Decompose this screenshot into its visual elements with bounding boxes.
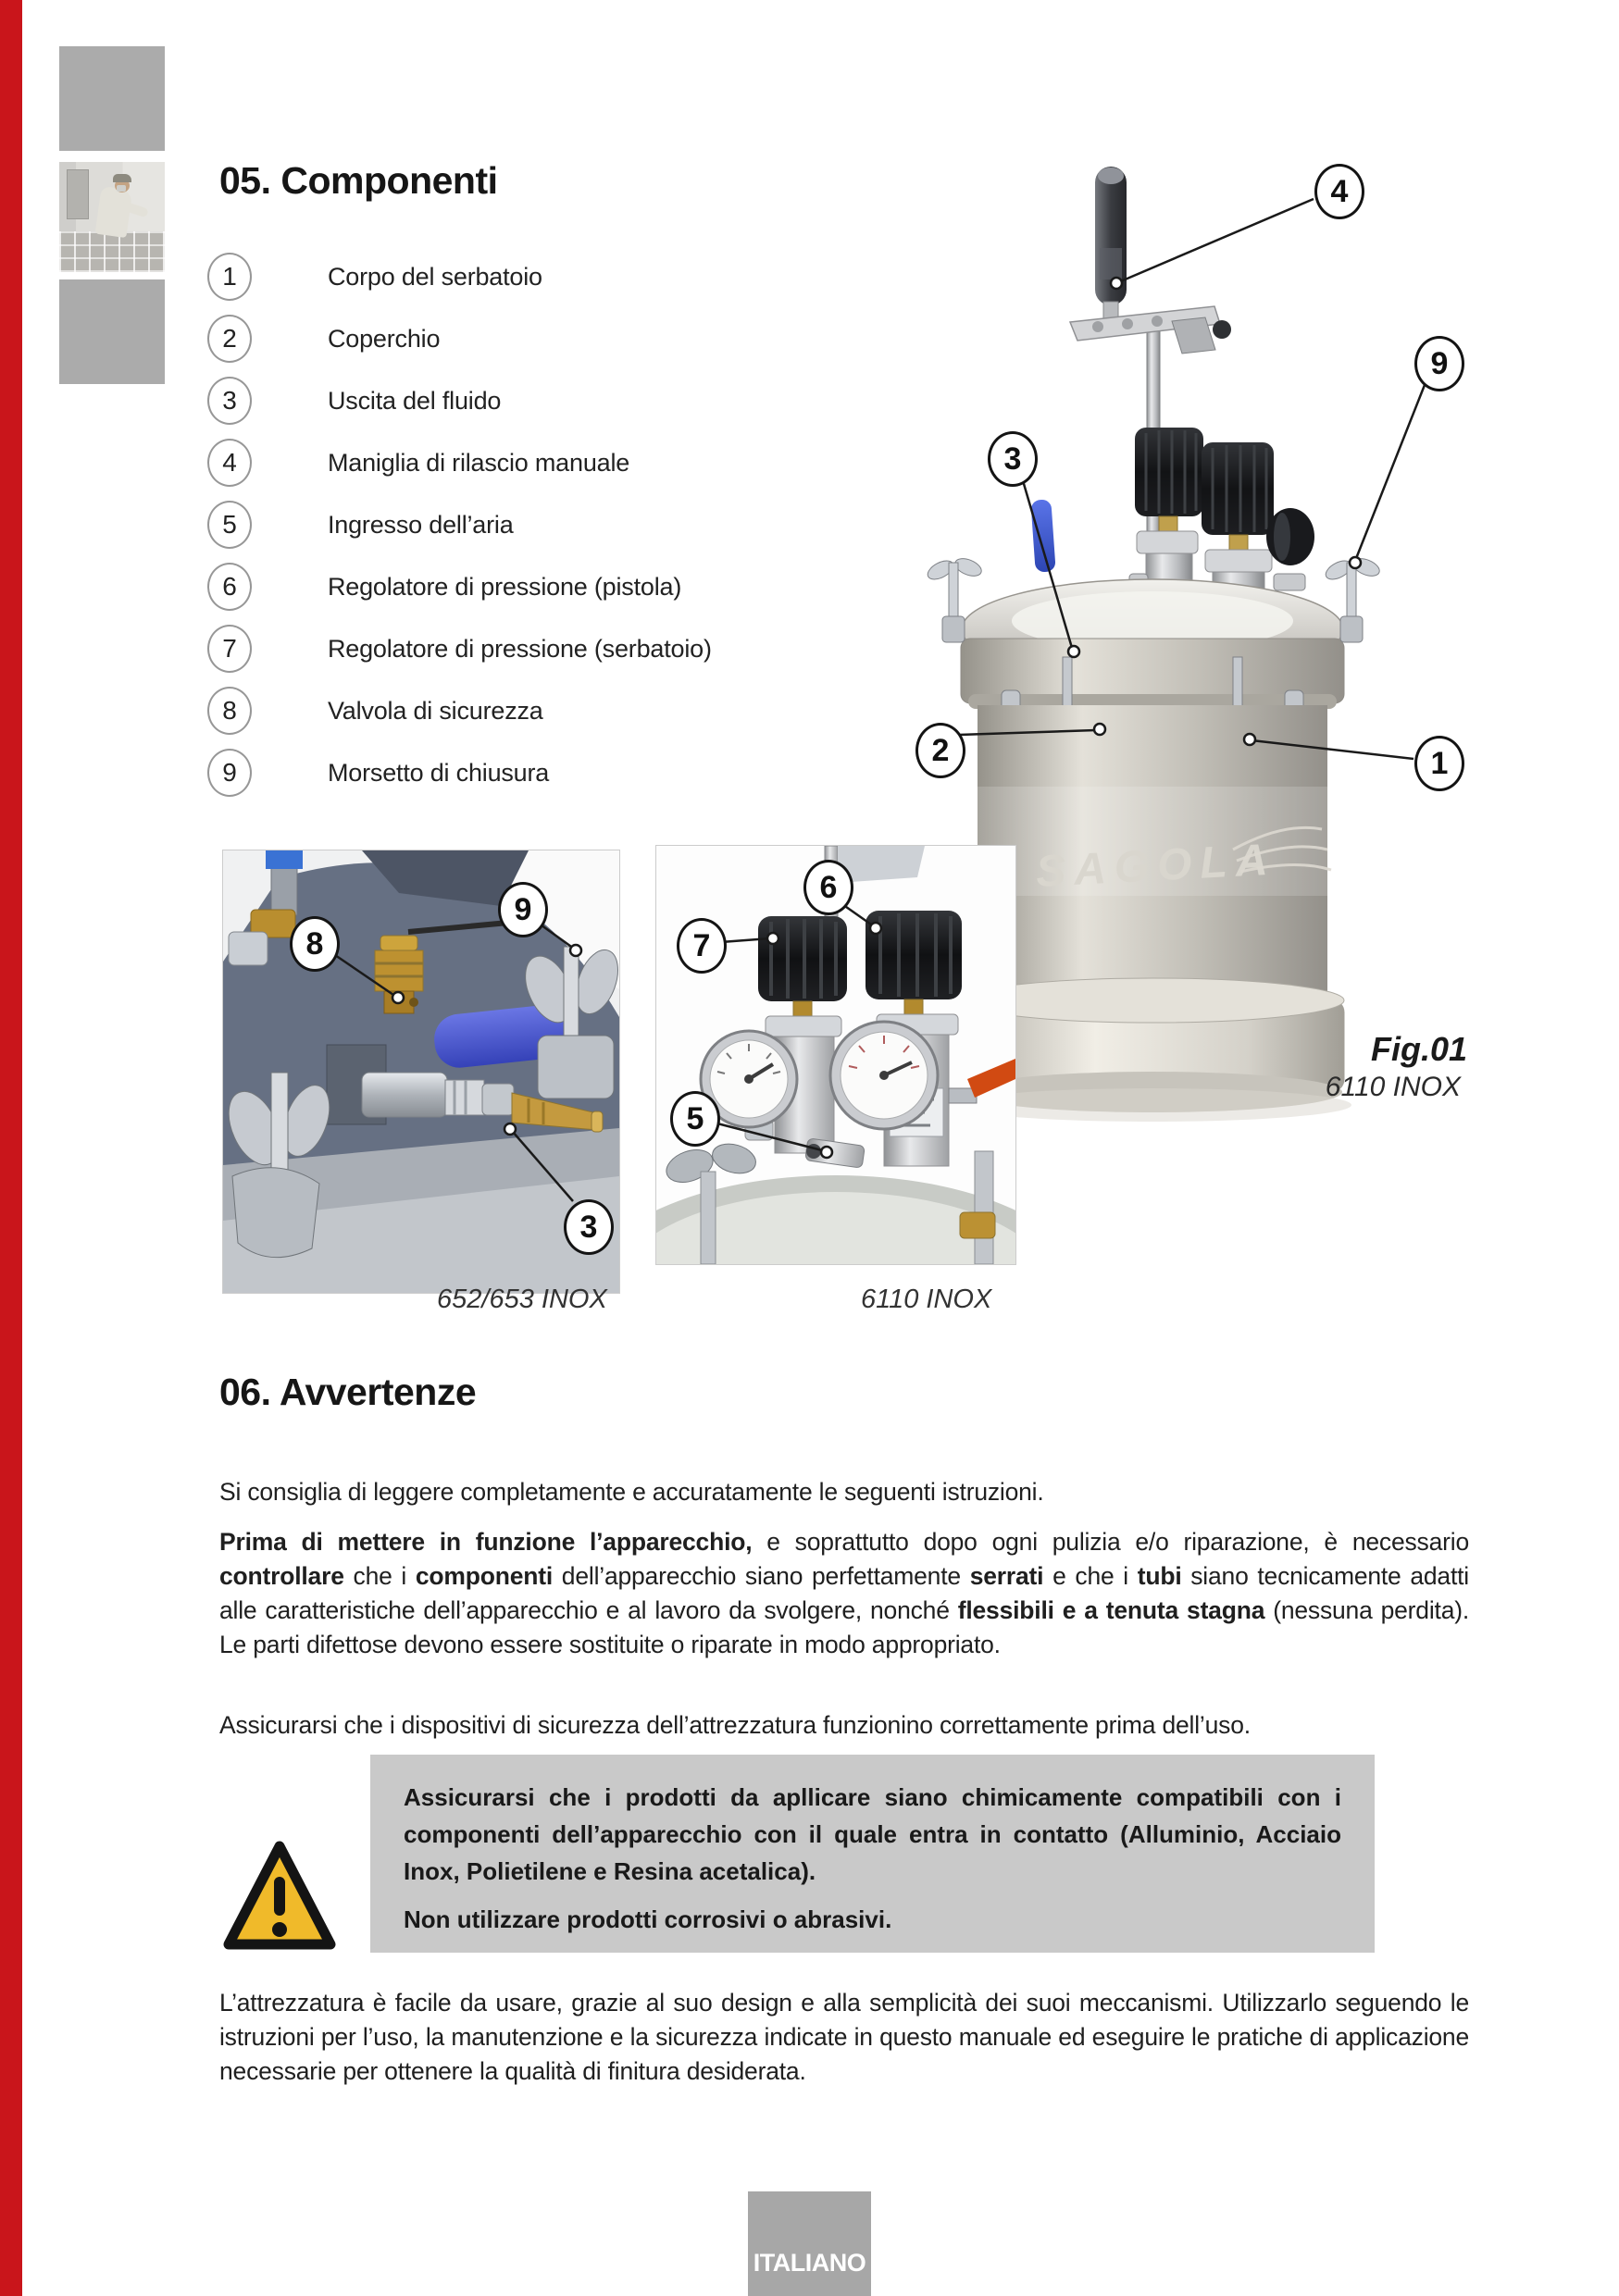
placeholder-square-top (59, 46, 165, 151)
avvertenze-intro: Si consiglia di leggere completamente e accuratamente le seguenti istruzioni. (219, 1478, 1044, 1506)
component-label: Morsetto di chiusura (328, 758, 550, 787)
component-label: Valvola di sicurezza (328, 696, 543, 725)
component-label: Regolatore di pressione (pistola) (328, 572, 682, 601)
component-row (207, 439, 629, 487)
component-number: 3 (207, 377, 252, 425)
component-label: Ingresso dell’aria (328, 510, 514, 539)
page-edge-stripe (0, 0, 22, 2296)
brand-watermark: SAGOLA (1034, 835, 1277, 897)
callout-8: 8 (290, 916, 340, 972)
component-label: Maniglia di rilascio manuale (328, 448, 630, 477)
placeholder-square-bottom (59, 279, 165, 384)
component-row (207, 377, 501, 425)
component-row (207, 315, 440, 363)
callout-9b: 9 (498, 882, 548, 937)
avvertenze-closing-paragraph: L’attrezzatura è facile da usare, grazie al suo design e alla semplicità dei suoi meccanismi. Utilizzarlo seguendo le istruzioni per l’uso, la manutenzione e la sicurezza indicate in questo manuale ed eseguire le pratiche di applicazione necessarie per ottenere la qualità di finitura desiderata. (219, 1989, 1469, 2085)
language-tab-label: ITALIANO (753, 2249, 866, 2277)
warning-box-text-2: Non utilizzare prodotti corrosivi o abrasivi. (404, 1905, 892, 1933)
component-label: Regolatore di pressione (serbatoio) (328, 634, 712, 663)
callout-5: 5 (670, 1091, 720, 1147)
section-title-avvertenze: 06. Avvertenze (219, 1371, 477, 1413)
spray-booth-photo (59, 162, 165, 272)
callout-2: 2 (915, 723, 965, 778)
photo2-label: 6110 INOX (861, 1285, 992, 1314)
figure-model: 6110 INOX (1325, 1072, 1461, 1102)
manual-release-handle (1070, 167, 1231, 354)
avvertenze-safety-devices: Assicurarsi che i dispositivi di sicurezza dell’attrezzatura funzionino correttamente prima dell’uso. (219, 1711, 1251, 1739)
callout-7: 7 (677, 918, 727, 974)
callout-9: 9 (1414, 336, 1464, 391)
component-number: 7 (207, 625, 252, 673)
component-label: Corpo del serbatoio (328, 262, 542, 291)
component-number: 6 (207, 563, 252, 611)
component-number: 4 (207, 439, 252, 487)
component-number: 8 (207, 687, 252, 735)
section-title-componenti: 05. Componenti (219, 159, 498, 202)
component-row (207, 749, 549, 797)
callout-3: 3 (988, 431, 1038, 487)
component-number: 1 (207, 253, 252, 301)
warning-triangle-icon (222, 1840, 337, 1953)
callout-1: 1 (1414, 736, 1464, 791)
pressure-gauge-right (830, 1022, 938, 1129)
warning-box-text-1: Assicurarsi che i prodotti da apllicare siano chimicamente compatibili con i componenti dell’apparecchio con il quale entra in contatto (Alluminio, Acciaio Inox, Polietilene e Resina acetalica). (404, 1783, 1341, 1885)
avvertenze-check-paragraph: Prima di mettere in funzione l’apparecchio, e soprattutto dopo ogni pulizia e/o riparazione, è necessario controllare che i componenti dell’apparecchio siano perfettamente serrati e che i tubi siano tecnicamente adatti alle caratteristiche dell’apparecchio e al lavoro da svolgere, nonché flessibili e a tenuta stagna (nessuna perdita). Le parti difettose devono essere sostituite o riparate in modo appropriato. (219, 1528, 1470, 1658)
component-number: 9 (207, 749, 252, 797)
component-row (207, 687, 543, 735)
component-number: 5 (207, 501, 252, 549)
callout-3b: 3 (564, 1199, 614, 1255)
callout-6: 6 (803, 860, 853, 915)
component-row (207, 253, 542, 301)
component-number: 2 (207, 315, 252, 363)
component-row (207, 625, 712, 673)
figure-caption: Fig.01 (1370, 1030, 1467, 1068)
callout-4: 4 (1314, 164, 1364, 219)
photo1-label: 652/653 INOX (437, 1285, 607, 1314)
tank-lid (961, 579, 1344, 709)
component-row (207, 501, 514, 549)
blue-valve-lever (1030, 499, 1055, 572)
component-row (207, 563, 681, 611)
warning-box (370, 1755, 1375, 1953)
detail-photo-652-653 (222, 850, 620, 1294)
component-label: Coperchio (328, 324, 441, 353)
component-label: Uscita del fluido (328, 386, 502, 415)
language-tab-italiano (748, 2191, 871, 2296)
